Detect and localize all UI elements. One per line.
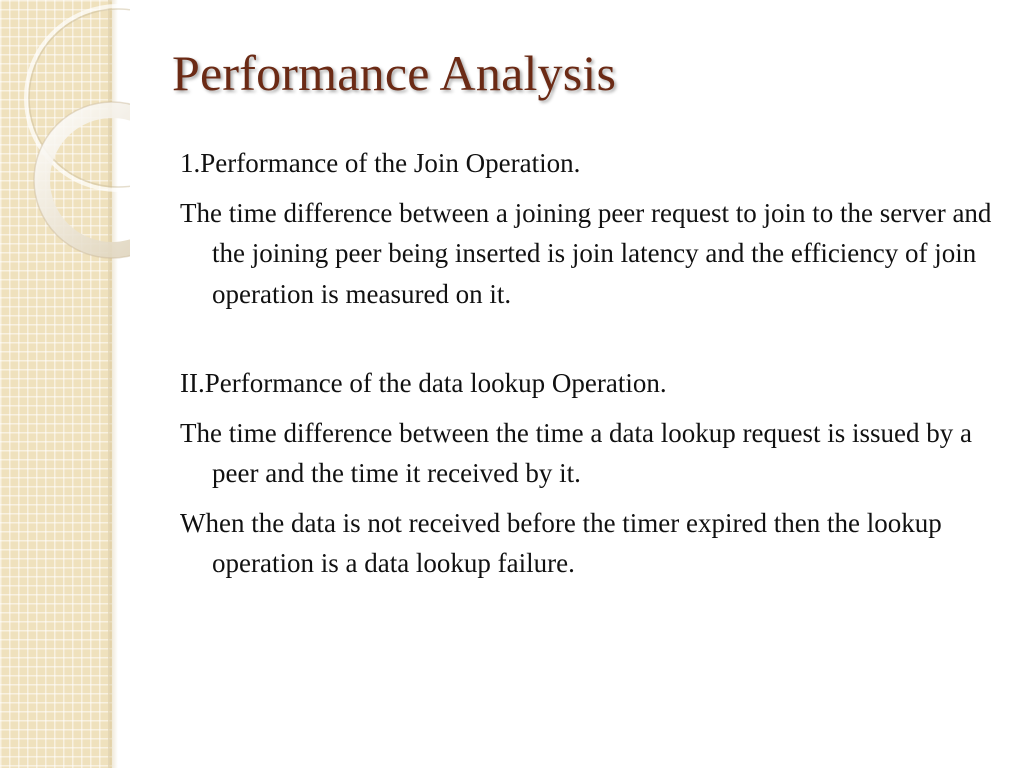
join-latency-description: The time difference between a joining peer request to join to the server and the joining peer being inserted is join latency and the efficiency of join operation is measured on it. bbox=[180, 197, 992, 309]
lookup-failure-description: When the data is not received before the timer expired then the lookup operation is a data lookup failure. bbox=[180, 507, 942, 578]
section-heading-lookup: II.Performance of the data lookup Operation. bbox=[180, 368, 667, 398]
decorative-rings-icon bbox=[0, 0, 130, 260]
section-heading-join: 1.Performance of the Join Operation. bbox=[180, 148, 581, 178]
paragraph-spacer bbox=[180, 323, 1002, 363]
page-title: Performance Analysis bbox=[172, 45, 617, 101]
slide-body bbox=[180, 143, 1002, 593]
lookup-time-description: The time difference between the time a data lookup request is issued by a peer and the time it received by it. bbox=[180, 417, 972, 488]
